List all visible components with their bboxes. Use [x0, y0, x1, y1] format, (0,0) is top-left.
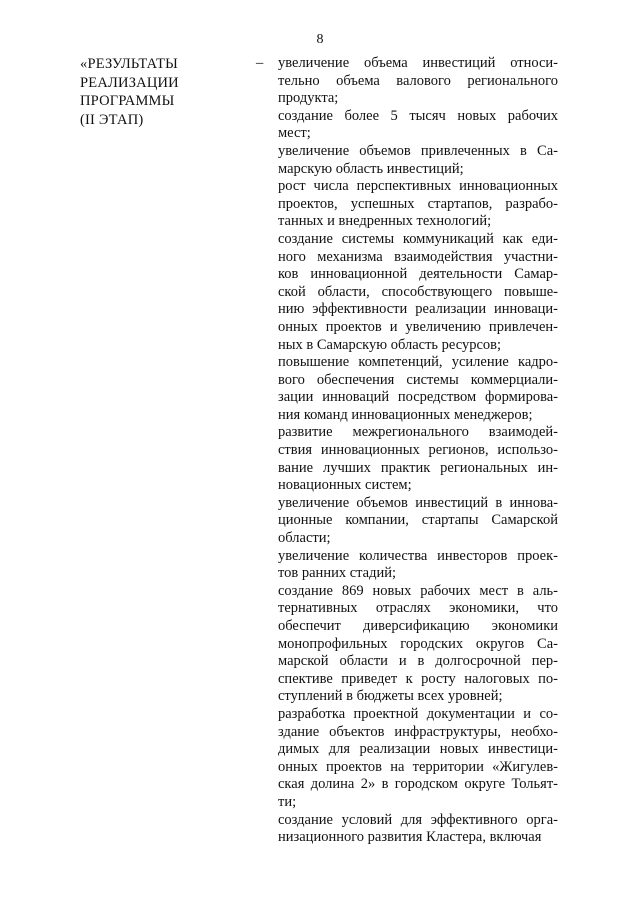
list-item-line: ствия инновационных регионов, использо-	[278, 442, 558, 459]
list-item-line: проектов, успешных стартапов, разрабо-	[278, 195, 558, 212]
list-item-line: онных проектов и увеличению привлечен-	[278, 318, 558, 335]
list-item	[278, 583, 558, 706]
list-item-line: ступлений в бюджеты всех уровней;	[278, 688, 503, 705]
results-list	[278, 55, 558, 847]
list-item-line: димых для реализации новых инвестици-	[278, 741, 558, 758]
list-item	[278, 812, 558, 847]
list-item-line: области;	[278, 530, 331, 547]
list-item-line: тов ранних стадий;	[278, 565, 397, 582]
list-item-line: здание объектов инфраструктуры, необхо-	[278, 723, 558, 740]
list-item-line: обеспечит диверсификацию экономики	[278, 618, 558, 634]
list-item-line: тельно объема валового регионального	[278, 72, 558, 89]
list-item-line: продукта;	[278, 90, 339, 107]
list-item-line: ти;	[278, 793, 297, 810]
section-heading: «РЕЗУЛЬТАТЫ РЕАЛИЗАЦИИ ПРОГРАММЫ (II ЭТАП)	[80, 56, 179, 128]
list-item-line: ской области, способствующего повыше-	[278, 283, 558, 300]
list-item-line: создание более 5 тысяч новых рабочих	[278, 107, 558, 124]
dash-separator: –	[256, 55, 264, 71]
list-item-line: нию эффективности реализации инноваци-	[278, 301, 558, 318]
list-item-line: повышение компетенций, усиление кадро-	[278, 354, 558, 371]
list-item-line: мест;	[278, 125, 311, 142]
list-item-line: ния команд инновационных менеджеров;	[278, 406, 533, 423]
list-item	[278, 548, 558, 583]
list-item-line: увеличение объемов инвестиций в иннова-	[278, 494, 558, 511]
list-item	[278, 231, 558, 354]
list-item-line: тернативных отраслях экономики, что	[278, 600, 558, 617]
list-item-line: создание условий для эффективного орга-	[278, 811, 558, 828]
list-item-line: создание 869 новых рабочих мест в аль-	[278, 582, 558, 599]
list-item-line: вание лучших практик региональных ин-	[278, 459, 558, 476]
list-item	[278, 108, 558, 143]
list-item-line: новационных систем;	[278, 477, 412, 494]
list-item-line: ных в Самарскую область ресурсов;	[278, 336, 502, 353]
list-item-line: ская долина 2» в городском округе Тольят-	[278, 776, 558, 793]
list-item-line: увеличение количества инвесторов проек-	[278, 547, 558, 564]
list-item-line: создание системы коммуникаций как еди-	[278, 230, 558, 247]
list-item	[278, 143, 558, 178]
list-item-line: увеличение объемов привлеченных в Са-	[278, 142, 558, 159]
list-item-line: развитие межрегионального взаимодей-	[278, 424, 558, 441]
list-item	[278, 178, 558, 231]
list-item-line: марской области и в долгосрочной пер-	[278, 653, 558, 670]
list-item-line: зации инноваций посредством формирова-	[278, 389, 558, 406]
list-item	[278, 706, 558, 812]
list-item	[278, 55, 558, 108]
list-item-line: танных и внедренных технологий;	[278, 213, 492, 230]
list-item-line: ного механизма взаимодействия участни-	[278, 248, 558, 265]
list-item-line: рост числа перспективных инновационных	[278, 178, 558, 195]
list-item-line: монопрофильных городских округов Са-	[278, 635, 558, 652]
list-item	[278, 424, 558, 494]
list-item-line: разработка проектной документации и со-	[278, 705, 558, 722]
list-item-line: онных проектов на территории «Жигулев-	[278, 758, 558, 775]
list-item-line: вого обеспечения системы коммерциали-	[278, 371, 558, 388]
list-item-line: марскую область инвестиций;	[278, 160, 464, 177]
list-item-line: спективе приведет к росту налоговых по-	[278, 670, 558, 687]
list-item-line: ционные компании, стартапы Самарской	[278, 512, 558, 529]
list-item-line: увеличение объема инвестиций относи-	[278, 55, 558, 71]
list-item-line: ков инновационной деятельности Самар-	[278, 266, 558, 283]
page-number: 8	[316, 32, 324, 47]
list-item	[278, 495, 558, 548]
list-item	[278, 354, 558, 424]
list-item-line: низационного развития Кластера, включая	[278, 829, 542, 846]
